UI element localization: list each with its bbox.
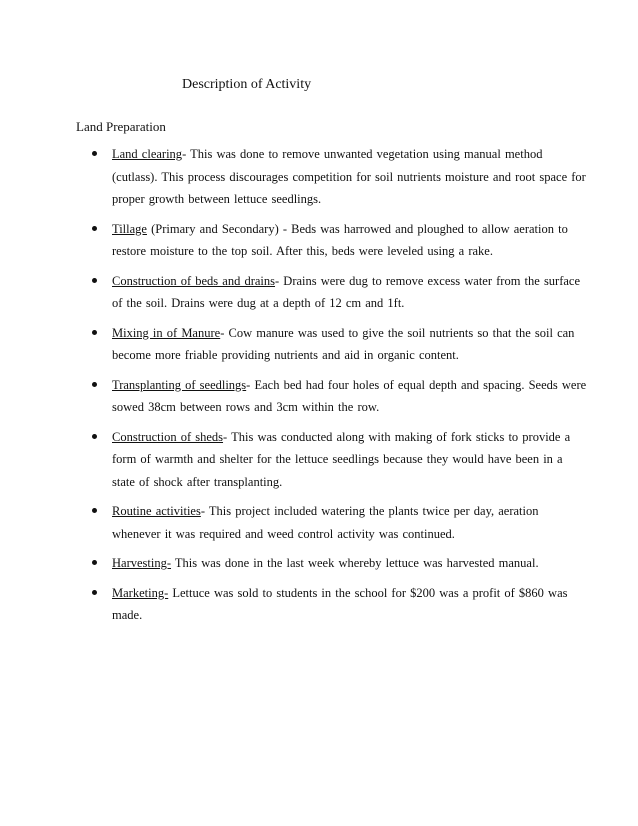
list-item bbox=[88, 582, 588, 627]
list-item bbox=[88, 143, 588, 211]
item-term: Construction of beds and drains bbox=[112, 273, 276, 288]
list-item bbox=[88, 374, 588, 419]
item-text: - Cow manure was used to give the soil nutrients so that the soil can become more friable providing nutrients and aid in organic content. bbox=[112, 325, 575, 362]
bullet-icon bbox=[92, 226, 97, 231]
item-term: Tillage bbox=[112, 221, 147, 236]
list-item bbox=[88, 500, 588, 545]
bullet-icon bbox=[92, 151, 97, 156]
bullet-icon bbox=[92, 434, 97, 439]
bullet-icon bbox=[92, 590, 97, 595]
item-text: (Primary and Secondary) - Beds was harrowed and ploughed to allow aeration to restore moisture to the top soil. After this, beds were leveled using a rake. bbox=[112, 221, 568, 258]
list-item bbox=[88, 552, 588, 575]
item-term: Mixing in of Manure bbox=[112, 325, 221, 340]
item-text: - This project included watering the plants twice per day, aeration whenever it was required and weed control activity was continued. bbox=[112, 504, 539, 541]
item-text: - Each bed had four holes of equal depth and spacing. Seeds were sowed 38cm between rows and 3cm within the row. bbox=[112, 377, 587, 414]
bullet-icon bbox=[92, 508, 97, 513]
item-term: Marketing- bbox=[112, 585, 169, 600]
item-term: Routine activities bbox=[112, 504, 201, 518]
item-text: Lettuce was sold to students in the school for $200 was a profit of $860 was made. bbox=[112, 585, 568, 622]
item-term: Transplanting of seedlings bbox=[112, 377, 247, 392]
item-text: - This was done to remove unwanted vegetation using manual method (cutlass). This process discourages competition for soil nutrients moisture and root space for proper growth between lettuce seedlings. bbox=[112, 147, 586, 206]
bullet-icon bbox=[92, 330, 97, 335]
item-text: - Drains were dug to remove excess water from the surface of the soil. Drains were dug at a depth of 12 cm and 1ft. bbox=[112, 273, 581, 310]
list-item bbox=[88, 270, 588, 315]
document-title: Description of Activity bbox=[182, 77, 312, 92]
list-item bbox=[88, 218, 588, 263]
bullet-icon bbox=[92, 382, 97, 387]
list-item bbox=[88, 426, 588, 494]
item-text: - This was conducted along with making of fork sticks to provide a form of warmth and shelter for the lettuce seedlings because they would have been in a state of shock after transplanting. bbox=[112, 429, 571, 489]
list-item bbox=[88, 322, 588, 367]
item-term: Construction of sheds bbox=[112, 429, 224, 444]
activity-list bbox=[88, 143, 588, 634]
bullet-icon bbox=[92, 278, 97, 283]
item-term: Harvesting- bbox=[112, 556, 172, 570]
bullet-icon bbox=[92, 560, 97, 565]
section-heading: Land Preparation bbox=[76, 119, 166, 134]
item-text: This was done in the last week whereby lettuce was harvested manual. bbox=[171, 556, 539, 570]
item-term: Land clearing bbox=[112, 147, 183, 161]
